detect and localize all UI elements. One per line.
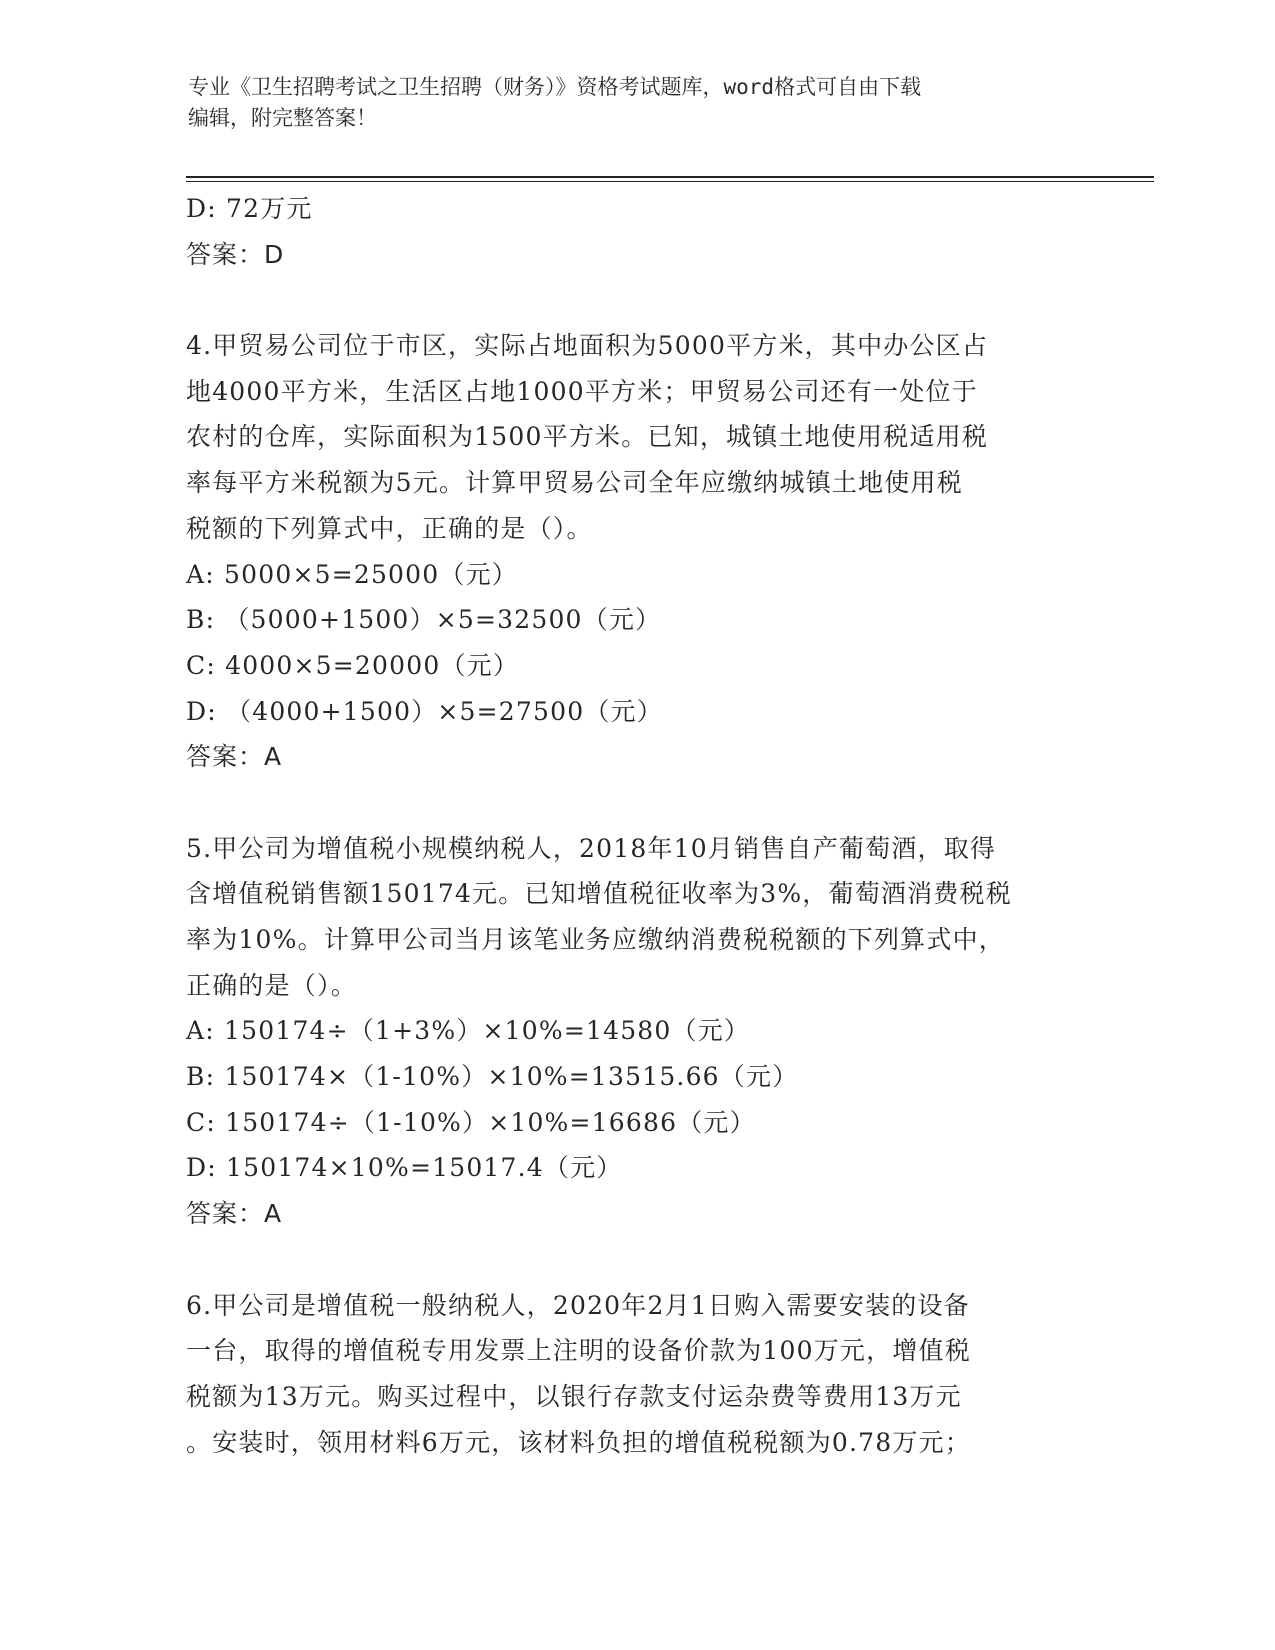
option-d: D: （4000+1500）×5=27500（元） <box>186 696 663 726</box>
question-text-line: 含增值税销售额150174元。已知增值税征收率为3%，葡萄酒消费税税 <box>186 879 1012 909</box>
answer-line: 答案：D <box>186 239 285 269</box>
answer-line: 答案：A <box>186 1199 283 1229</box>
question-text-line: 率为10%。计算甲公司当月该笔业务应缴纳消费税税额的下列算式中， <box>186 925 1005 954</box>
header-line-2: 编辑，附完整答案！ <box>188 106 377 130</box>
question-text-line: 4.甲贸易公司位于市区，实际占地面积为5000平方米，其中办公区占 <box>186 331 989 361</box>
option-a: A: 150174÷（1+3%）×10%=14580（元） <box>186 1016 751 1046</box>
document-body <box>186 186 1086 1465</box>
question-text-line: 6.甲公司是增值税一般纳税人，2020年2月1日购入需要安装的设备 <box>186 1290 970 1320</box>
question-text-line: 5.甲公司为增值税小规模纳税人，2018年10月销售自产葡萄酒，取得 <box>186 833 997 863</box>
page-header <box>188 72 1068 134</box>
question-text-line: 率每平方米税额为5元。计算甲贸易公司全年应缴纳城镇土地使用税 <box>186 468 963 498</box>
question-text-line: 税额为13万元。购买过程中，以银行存款支付运杂费等费用13万元 <box>186 1381 962 1411</box>
header-line-1: 专业《卫生招聘考试之卫生招聘（财务）》资格考试题库，word格式可自由下载 <box>188 75 922 99</box>
option-b: B: （5000+1500）×5=32500（元） <box>186 605 662 635</box>
option-a: A: 5000×5=25000（元） <box>186 559 518 589</box>
option-b: B: 150174×（1-10%）×10%=13515.66（元） <box>186 1062 799 1092</box>
question-text-line: 。安装时，领用材料6万元，该材料负担的增值税税额为0.78万元； <box>186 1427 971 1457</box>
question-5 <box>186 826 1086 1237</box>
question-text-line: 一台，取得的增值税专用发票上注明的设备价款为100万元，增值税 <box>186 1336 971 1366</box>
question-4 <box>186 323 1086 780</box>
question-text-line: 地4000平方米，生活区占地1000平方米；甲贸易公司还有一处位于 <box>186 376 978 406</box>
header-rule-thin <box>186 181 1154 182</box>
question-text-line: 农村的仓库，实际面积为1500平方米。已知，城镇土地使用税适用税 <box>186 422 989 452</box>
option-c: C: 150174÷（1-10%）×10%=16686（元） <box>186 1107 756 1137</box>
option-c: C: 4000×5=20000（元） <box>186 650 520 680</box>
question-6 <box>186 1283 1086 1466</box>
spacer <box>186 1237 1086 1283</box>
question-text-line: 税额的下列算式中，正确的是（）。 <box>186 513 593 543</box>
spacer <box>186 277 1086 323</box>
option-d: D: 72万元 <box>186 194 313 223</box>
header-rule-thick <box>186 176 1154 178</box>
spacer <box>186 780 1086 826</box>
option-d: D: 150174×10%=15017.4（元） <box>186 1153 623 1183</box>
question-3-tail <box>186 186 1086 277</box>
answer-line: 答案：A <box>186 742 283 772</box>
question-text-line: 正确的是（）。 <box>186 970 357 1000</box>
